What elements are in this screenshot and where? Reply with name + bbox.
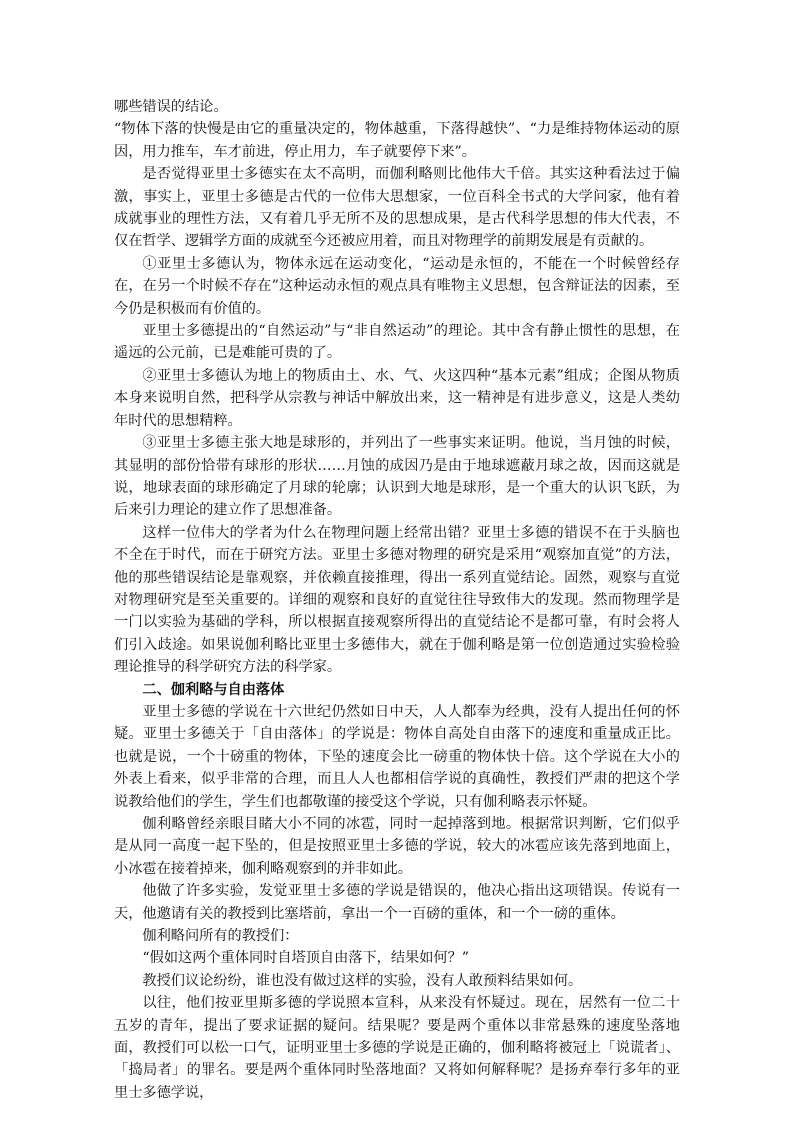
- paragraph-research-method: 这样一位伟大的学者为什么在物理问题上经常出错？亚里士多德的错误不在于头脑也不全在于时代，而在于研究方法。亚里士多德对物理的研究是采用“观察加直觉”的方法，他的那些错误结论是靠观察，并依赖直接推理，得出一系列直觉结论。固然，观察与直觉对物理研究是至关重要的。详细的观察和良好的直觉往往导致伟大的发现。然而物理学是一门以实验为基础的学科，所以根据直接观察所得出的直觉结论不是都可靠，有时会将人们引入歧途。如果说伽利略比亚里士多德伟大，就在于伽利略是第一位创造通过实验检验理论推导的科学研究方法的科学家。: [114, 524, 680, 676]
- paragraph-aristotle-assessment: 是否觉得亚里士多德实在太不高明，而伽利略则比他伟大千倍。其实这种看法过于偏激，事实上，亚里士多德是古代的一位伟大思想家，一位百科全书式的大学问家，他有着成就事业的理性方法，又有着几乎无所不及的思想成果，是古代科学思想的伟大代表，不仅在哲学、逻辑学方面的成就至今还被应用着，而且对物理学的前期发展是有贡献的。: [114, 166, 680, 250]
- paragraph-point-3: ③亚里士多德主张大地是球形的，并列出了一些事实来证明。他说，当月蚀的时候，其显明的部份恰带有球形的形状……月蚀的成因乃是由于地球遮蔽月球之故，因而这就是说，地球表面的球形确定了月球的轮廓；认识到大地是球形，是一个重大的认识飞跃，为后来引力理论的建立作了思想准备。: [114, 435, 680, 519]
- paragraph-opening: 哪些错误的结论。: [114, 99, 228, 115]
- document-page: [114, 96, 680, 1104]
- paragraph-question-quote: “假如这两个重体同时自塔顶自由落下，结果如何？”: [142, 950, 470, 967]
- paragraph-point-2: ②亚里士多德认为地上的物质由土、水、气、火这四种“基本元素”组成；企图从物质本身来说明自然，把科学从宗教与神话中解放出来，这一精神是有进步意义，这是人类幼年时代的思想精粹。: [114, 367, 680, 429]
- paragraph-professors-discuss: 教授们议论纷纷，谁也没有做过这样的实验，没有人敢预料结果如何。: [142, 972, 583, 989]
- section-heading: 二、伽利略与自由落体: [142, 681, 285, 698]
- paragraph-hailstones: 伽利略曾经亲眼目睹大小不同的冰雹，同时一起掉落到地。根据常识判断，它们似乎是从同一高度一起下坠的，但是按照亚里士多德的学说，较大的冰雹应该先落到地面上，小冰雹在接着掉来，伽利略观察到的并非如此。: [114, 816, 680, 877]
- paragraph-quoted-conclusions: “物体下落的快慢是由它的重量决定的，物体越重，下落得越快”、“力是维持物体运动的原因，用力推车，车才前进，停止用力，车子就要停下来”。: [114, 121, 680, 160]
- paragraph-galileo-asks: 伽利略问所有的教授们：: [142, 928, 299, 945]
- paragraph-free-fall-theory: 亚里士多德的学说在十六世纪仍然如日中天，人人都奉为经典，没有人提出任何的怀疑。亚里士多德关于「自由落体」的学说是：物体自高处自由落下的速度和重量成正比。也就是说，一个十磅重的物体，下坠的速度会比一磅重的物体快十倍。这个学说在大小的外表上看来，似乎非常的合理，而且人人也都相信学说的真确性，教授们严肃的把这个学说教给他们的学生，学生们也都敬谨的接受这个学说，只有伽利略表示怀疑。: [114, 703, 680, 810]
- paragraph-natural-motion: 亚里士多德提出的“自然运动”与“非自然运动”的理论。其中含有静止惯性的思想，在遥远的公元前，已是难能可贵的了。: [114, 323, 680, 362]
- paragraph-experiment: 他做了许多实验，发觉亚里士多德的学说是错误的，他决心指出这项错误。传说有一天，他邀请有关的教授到比塞塔前，拿出一个一百磅的重体，和一个一磅的重体。: [114, 883, 680, 922]
- paragraph-closing: 以往，他们按亚里斯多德的学说照本宣科，从来没有怀疑过。现在，居然有一位二十五岁的青年，提出了要求证据的疑问。结果呢？要是两个重体以非常悬殊的速度坠落地面，教授们可以松一口气，证明亚里士多德的学说是正确的，伽利略将被冠上「说谎者」、「捣局者」的罪名。要是两个重体同时坠落地面？又将如何解释呢？是扬弃奉行多年的亚里士多德学说，: [114, 995, 680, 1101]
- paragraph-point-1: ①亚里士多德认为，物体永远在运动变化，“运动是永恒的，不能在一个时候曾经存在，在另一个时候不存在”这种运动永恒的观点具有唯物主义思想，包含辩证法的因素，至今仍是积极而有价值的。: [114, 255, 680, 317]
